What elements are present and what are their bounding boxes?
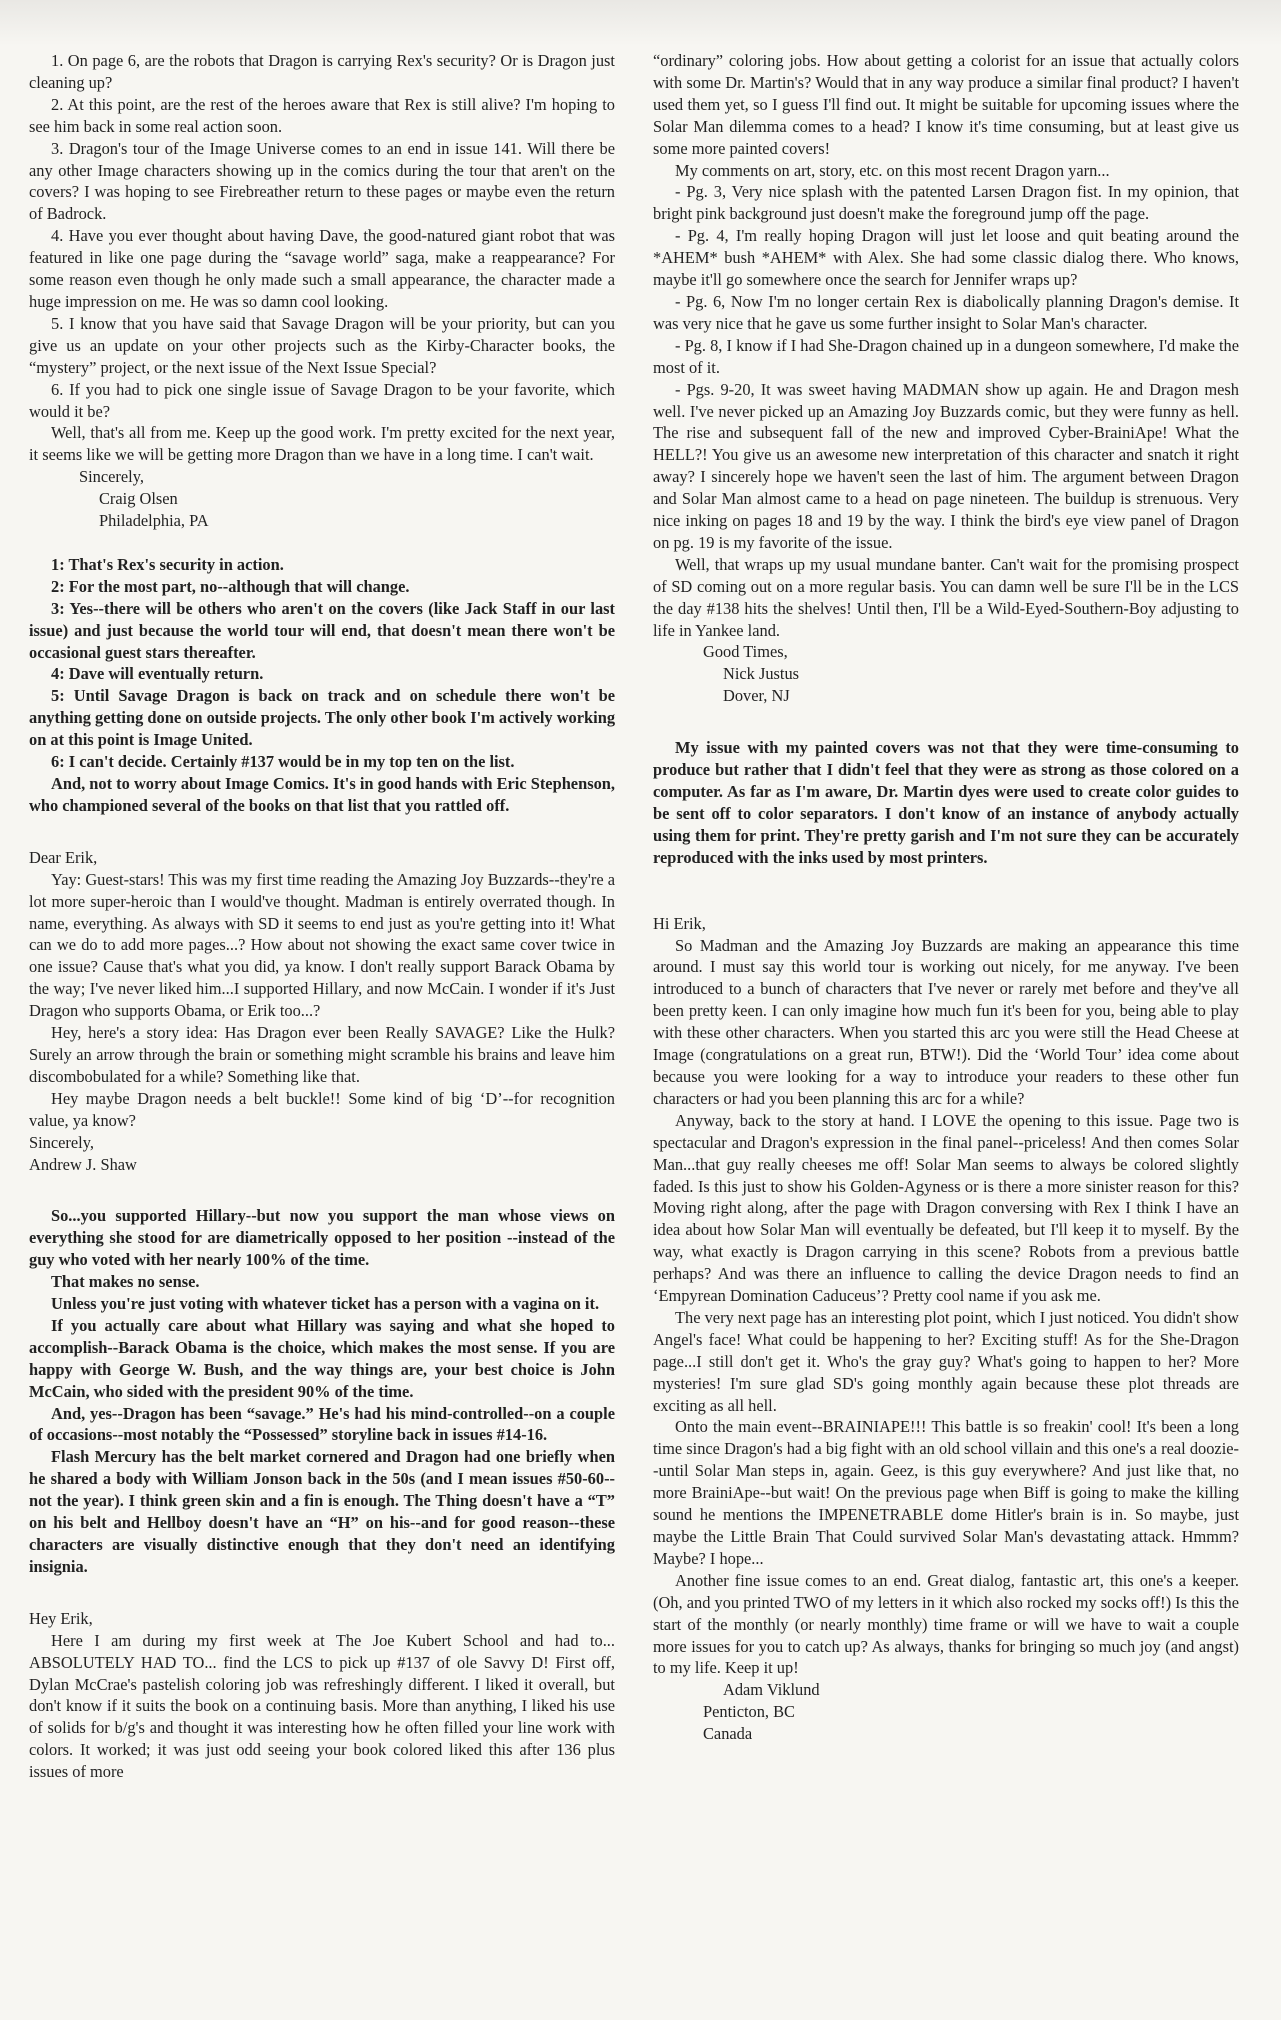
letter-signoff: Sincerely, bbox=[79, 467, 144, 487]
letter-author-name: Nick Justus bbox=[723, 664, 800, 684]
letter-salutation: Hey Erik, bbox=[29, 1608, 93, 1628]
letter-adam-viklund bbox=[653, 913, 1239, 1745]
letter-paragraph: Hey maybe Dragon needs a belt buckle!! Some kind of big ‘D’--for recognition value, ya know? bbox=[29, 1088, 615, 1130]
letter-paragraph: - Pg. 3, Very nice splash with the patented Larsen Dragon fist. In my opinion, that bright pink background just doesn't make the foreground jump off the page. bbox=[653, 182, 1239, 224]
letter-paragraph: - Pg. 8, I know if I had She-Dragon chained up in a dungeon somewhere, I'd make the most of it. bbox=[653, 335, 1239, 377]
letter-signoff: Sincerely, bbox=[29, 1132, 94, 1152]
reply-paragraph: 3: Yes--there will be others who aren't on the covers (like Jack Staff in our last issue) and just because the world tour will end, that doesn't mean there won't be occasional guest stars thereafter. bbox=[29, 598, 615, 662]
reply-paragraph: 6: I can't decide. Certainly #137 would be in my top ten on the list. bbox=[51, 752, 515, 772]
reply-paragraph: Flash Mercury has the belt market cornered and Dragon had one briefly when he shared a body with William Jonson back in the 50s (and I mean issues #50-60--not the year). I think green skin and a fin is enough. The Thing doesn't have a “T” on his belt and Hellboy doesn't have an “H” on his--and for good reason--these characters are visually distinctive enough that they don't need an identifying insignia. bbox=[29, 1447, 615, 1576]
letter-paragraph: My comments on art, story, etc. on this most recent Dragon yarn... bbox=[675, 160, 1110, 180]
letter-paragraph: Yay: Guest-stars! This was my first time reading the Amazing Joy Buzzards--they're a lot more super-heroic than I would've thought. Madman is entirely overrated though. In name, everything. As always with SD it seems to end just as you're getting into it! What can we do to add more pages...? How about not showing the exact same cover twice in one issue? Cause that's what you did, ya know. I don't really support Barack Obama by the way; I've never liked him...I supported Hillary, and now McCain. I wonder if it's Just Dragon who supports Obama, or Erik too...? bbox=[29, 869, 615, 1021]
letter-paragraph: 1. On page 6, are the robots that Dragon is carrying Rex's security? Or is Dragon just cleaning up? bbox=[29, 51, 615, 92]
letter-salutation: Dear Erik, bbox=[29, 847, 98, 867]
right-column bbox=[653, 50, 1239, 1745]
reply-paragraph: If you actually care about what Hillary was saying and what she hoped to accomplish--Barack Obama is the choice, which makes the most sense. If you are happy with George W. Bush, and the way things are, your best choice is John McCain, who sided with the president 90% of the time. bbox=[29, 1315, 615, 1401]
letter-author-place: Penticton, BC bbox=[703, 1702, 795, 1722]
spacer bbox=[29, 817, 615, 847]
spacer bbox=[653, 869, 1239, 913]
reply-paragraph: And, yes--Dragon has been “savage.” He's had his mind-controlled--on a couple of occasions--most notably the “Possessed” storyline back in issues #14-16. bbox=[29, 1403, 615, 1445]
spacer bbox=[29, 1578, 615, 1608]
spacer bbox=[653, 707, 1239, 737]
letter-paragraph: 5. I know that you have said that Savage Dragon will be your priority, but can you give us an update on your other projects such as the Kirby-Character books, the “mystery” project, or the next issue of the Next Issue Special? bbox=[29, 313, 615, 377]
spacer bbox=[29, 1175, 615, 1205]
letter-andrew-shaw bbox=[29, 847, 615, 1176]
letter-paragraph: Hey, here's a story idea: Has Dragon ever been Really SAVAGE? Like the Hulk? Surely an arrow through the brain or something might scramble his brains and leave him discombobulated for a while? Something like that. bbox=[29, 1023, 615, 1086]
letter-author-name: Adam Viklund bbox=[723, 1680, 820, 1700]
letter-paragraph: - Pg. 4, I'm really hoping Dragon will just let loose and quit beating around the *AHEM* bush *AHEM* with Alex. She had some classic dialog there. Who knows, maybe it'll go somewhere once the search for Jennifer wraps up? bbox=[653, 226, 1239, 290]
letter-paragraph: Here I am during my first week at The Joe Kubert School and had to... ABSOLUTELY HAD TO... find the LCS to pick up #137 of ole Savvy D! First off, Dylan McCrae's pastelish coloring job was refreshingly different. I liked it overall, but don't know if it suits the book on a continuing basis. More than anything, I liked his use of solids for b/g's and thought it was interesting how he often filled your line work with colors. It worked; it was just odd seeing your book colored liked this after 136 plus issues of more bbox=[29, 1630, 615, 1782]
letter-paragraph: 3. Dragon's tour of the Image Universe comes to an end in issue 141. Will there be any other Image characters showing up in the comics during the tour that aren't on the covers? I was hoping to see Firebreather return to these pages or maybe even the return of Badrock. bbox=[29, 138, 615, 224]
editor-reply-2 bbox=[29, 1205, 615, 1577]
letter-salutation: Hi Erik, bbox=[653, 913, 706, 933]
reply-paragraph: And, not to worry about Image Comics. It's in good hands with Eric Stephenson, who championed several of the books on that list that you rattled off. bbox=[29, 774, 615, 815]
letter-paragraph: “ordinary” coloring jobs. How about getting a colorist for an issue that actually colors with some Dr. Martin's? Would that in any way produce a similar final product? I haven't used them yet, so I guess I'll find out. It might be suitable for upcoming issues where the Solar Man dilemma comes to a head? I know it's time consuming, but at least give us some more painted covers! bbox=[653, 51, 1239, 158]
letter-paragraph: Anyway, back to the story at hand. I LOVE the opening to this issue. Page two is spectacular and Dragon's expression in the final panel--priceless! And then comes Solar Man...that guy really cheeses me off! Solar Man seems to always be colored slightly faded. Is this just to show his Golden-Agyness or is there a more sinister reason for this? Moving right along, after the page with Dragon conversing with Rex I think I have an idea about how Solar Man will eventually be defeated, but I'll keep it to myself. By the way, what exactly is Dragon carrying in this scene? Robots from a previous battle perhaps? And was there an influence to calling the device Dragon needs to find an ‘Empyrean Domination Caduceus’? Pretty cool name if you ask me. bbox=[653, 1110, 1239, 1306]
reply-paragraph: 5: Until Savage Dragon is back on track and on schedule there won't be anything getting done on outside projects. The only other book I'm actively working on at this point is Image United. bbox=[29, 686, 616, 750]
editor-reply-1 bbox=[29, 554, 615, 817]
letter-paragraph: Well, that wraps up my usual mundane banter. Can't wait for the promising prospect of SD coming out on a more regular basis. You can damn well be sure I'll be in the LCS the day #138 hits the shelves! Until then, I'll be a Wild-Eyed-Southern-Boy adjusting to life in Yankee land. bbox=[653, 554, 1239, 640]
spacer bbox=[29, 532, 615, 554]
letter-nick-justus-continued bbox=[653, 50, 1239, 707]
letter-paragraph: 2. At this point, are the rest of the heroes aware that Rex is still alive? I'm hoping to see him back in some real action soon. bbox=[29, 94, 615, 136]
letter-paragraph: So Madman and the Amazing Joy Buzzards are making an appearance this time around. I must say this world tour is working out nicely, for me anyway. I've been introduced to a bunch of characters that I've never or rarely met before and they've all been pretty keen. I can only imagine how much fun it's been for you, being able to play with these other characters. When you started this arc you were still the Head Cheese at Image (congratulations on a great run, BTW!). Did the ‘World Tour’ idea come about because you were looking for a way to introduce your readers to these other fun characters or had you been planning this arc for a while? bbox=[653, 935, 1239, 1108]
letter-paragraph: - Pgs. 9-20, It was sweet having MADMAN show up again. He and Dragon mesh well. I've never picked up an Amazing Joy Buzzards comic, but they were funny as hell. The rise and subsequent fall of the new and improved Cyber-BrainiApe! What the HELL?! You give us an awesome new interpretation of this character and snatch it right away? I sincerely hope we haven't seen the last of him. The argument between Dragon and Solar Man almost came to a head on page nineteen. The buildup is strenuous. Very nice inking on pages 18 and 19 by the way. I think the bird's eye view panel of Dragon on pg. 19 is my favorite of the issue. bbox=[653, 379, 1239, 552]
reply-paragraph: 4: Dave will eventually return. bbox=[51, 664, 264, 684]
letter-paragraph: Another fine issue comes to an end. Great dialog, fantastic art, this one's a keeper. (Oh, and you printed TWO of my letters in it which also rocked my socks off!) Is this the start of the monthly (or nearly monthly) time frame or will we have to wait a couple more issues for you to catch up? As always, thanks for bringing so much joy (and angst) to my life. Keep it up! bbox=[653, 1570, 1239, 1678]
letter-paragraph: - Pg. 6, Now I'm no longer certain Rex is diabolically planning Dragon's demise. It was very nice that he gave us some further insight to Solar Man's character. bbox=[653, 291, 1239, 333]
letter-author-country: Canada bbox=[703, 1724, 753, 1744]
letter-author-place: Philadelphia, PA bbox=[99, 511, 209, 531]
letter-paragraph: 6. If you had to pick one single issue of Savage Dragon to be your favorite, which would it be? bbox=[29, 379, 615, 421]
reply-paragraph: 1: That's Rex's security in action. bbox=[51, 554, 284, 574]
letter-author-name: Craig Olsen bbox=[99, 489, 178, 509]
letter-signoff: Good Times, bbox=[703, 642, 788, 662]
reply-paragraph: That makes no sense. bbox=[51, 1272, 200, 1292]
letter-paragraph: Onto the main event--BRAINIAPE!!! This battle is so freakin' cool! It's been a long time since Dragon's had a big fight with an old school villain and this one's a real doozie--until Solar Man steps in, again. Geez, is this guy everywhere? And just like that, no more BrainiApe--but wait! On the previous page when Biff is going to make the killing sound he mentions the IMPENETRABLE dome Hitler's brain is in. So maybe, just maybe the Little Brain That Could survived Solar Man's devastating attack. Hmmm? Maybe? I hope... bbox=[653, 1417, 1239, 1568]
reply-paragraph: 2: For the most part, no--although that will change. bbox=[51, 576, 410, 596]
letter-author-name: Andrew J. Shaw bbox=[29, 1154, 137, 1174]
reply-paragraph: So...you supported Hillary--but now you support the man whose views on everything she stood for are diametrically opposed to her position --instead of the guy who voted with her nearly 100% of the time. bbox=[29, 1206, 615, 1270]
letter-craig-olsen bbox=[29, 50, 615, 532]
reply-paragraph: My issue with my painted covers was not that they were time-consuming to produce but rather that I didn't feel that they were as strong as those colored on a computer. As far as I'm aware, Dr. Martin dyes were used to create color guides to be sent off to color separators. I don't know of an instance of anybody actually using them for print. They're pretty garish and I'm not sure they can be accurately reproduced with the inks used by most printers. bbox=[653, 738, 1239, 867]
left-column bbox=[29, 50, 615, 1783]
letter-author-place: Dover, NJ bbox=[723, 686, 790, 706]
letter-paragraph: Well, that's all from me. Keep up the good work. I'm pretty excited for the next year, it seems like we will be getting more Dragon than we have in a long time. I can't wait. bbox=[29, 423, 615, 465]
letter-paragraph: 4. Have you ever thought about having Dave, the good-natured giant robot that was featured in like one page during the “savage world” saga, make a reappearance? For some reason even though he only made such a small appearance, the character made a huge impression on me. He was so damn cool looking. bbox=[29, 226, 615, 311]
letter-nick-justus-start bbox=[29, 1608, 615, 1783]
reply-paragraph: Unless you're just voting with whatever ticket has a person with a vagina on it. bbox=[51, 1294, 600, 1314]
editor-reply-3 bbox=[653, 737, 1239, 868]
header-band bbox=[0, 0, 1281, 46]
letter-paragraph: The very next page has an interesting plot point, which I just noticed. You didn't show Angel's face! What could be happening to her? Exciting stuff! As for the She-Dragon page...I still don't get it. Who's the gray guy? What's going to happen to her? More mysteries! I'm sure glad SD's going monthly again because these plot threads are exciting as all hell. bbox=[653, 1307, 1239, 1415]
